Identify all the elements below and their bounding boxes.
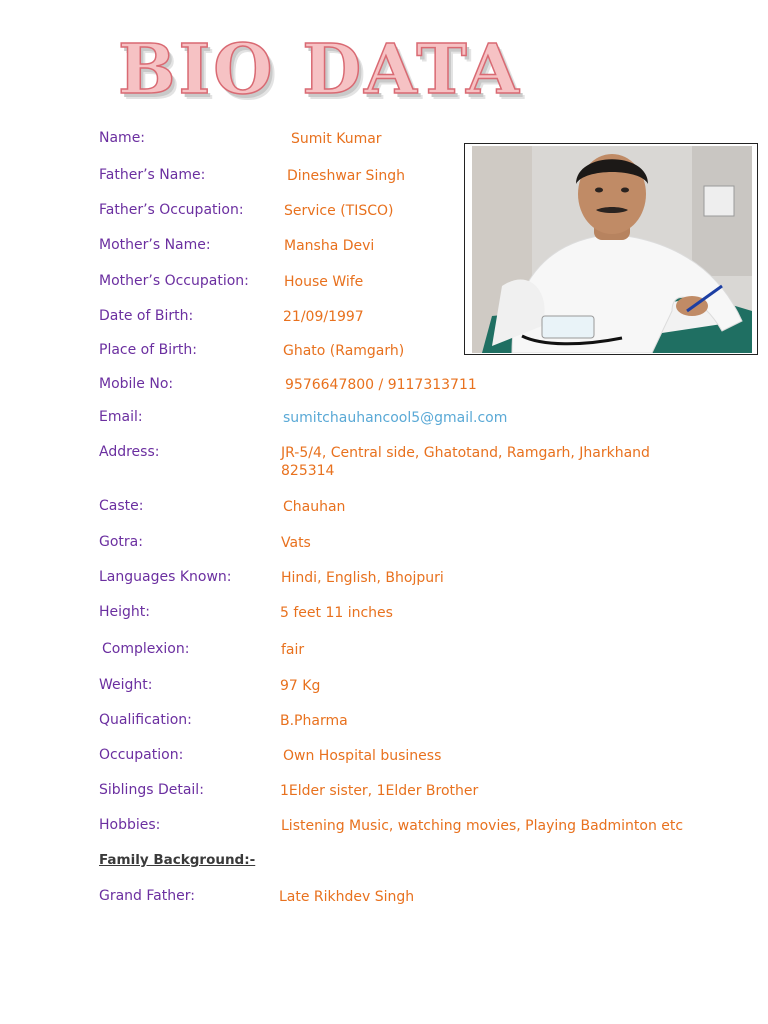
- field-value: Hindi, English, Bhojpuri: [281, 570, 444, 586]
- field-value: Own Hospital business: [283, 748, 442, 764]
- field-label: Complexion:: [102, 641, 190, 657]
- field-label: Email:: [99, 409, 143, 425]
- field-row-email: [0, 409, 768, 429]
- field-value: House Wife: [284, 274, 364, 290]
- field-row-qualification: [0, 712, 768, 732]
- field-label: Height:: [99, 604, 150, 620]
- field-row-occupation: [0, 747, 768, 767]
- field-label: Siblings Detail:: [99, 782, 204, 798]
- profile-photo: [472, 146, 752, 353]
- field-value: 825314: [281, 463, 335, 479]
- field-value: 9576647800 / 9117313711: [285, 377, 477, 393]
- field-label: Place of Birth:: [99, 342, 197, 358]
- family-background-heading: Family Background:-: [99, 852, 256, 868]
- field-row-height: [0, 604, 768, 624]
- field-value: Sumit Kumar: [291, 131, 382, 147]
- field-value: 5 feet 11 inches: [280, 605, 393, 621]
- field-value: Chauhan: [283, 499, 346, 515]
- field-label: Father’s Name:: [99, 167, 206, 183]
- field-value: Listening Music, watching movies, Playing Badminton etc: [281, 818, 684, 834]
- email-link[interactable]: sumitchauhancool5@gmail.com: [283, 410, 508, 426]
- field-label: Weight:: [99, 677, 153, 693]
- field-row-caste: [0, 498, 768, 518]
- field-row-mobile: [0, 376, 768, 396]
- field-row-gotra: [0, 534, 768, 554]
- field-row-complexion: [0, 641, 768, 661]
- profile-photo-image: [472, 146, 752, 353]
- field-label: Occupation:: [99, 747, 184, 763]
- field-label: Date of Birth:: [99, 308, 194, 324]
- field-row-hobbies: [0, 817, 768, 837]
- field-value: Vats: [281, 535, 311, 551]
- field-value: B.Pharma: [280, 713, 348, 729]
- field-label: Caste:: [99, 498, 144, 514]
- field-label: Hobbies:: [99, 817, 161, 833]
- field-label: Gotra:: [99, 534, 143, 550]
- field-row-siblings: [0, 782, 768, 802]
- profile-photo-frame: [464, 143, 758, 355]
- field-label: Languages Known:: [99, 569, 232, 585]
- field-label: Father’s Occupation:: [99, 202, 244, 218]
- field-value: Late Rikhdev Singh: [279, 889, 415, 905]
- field-row-weight: [0, 677, 768, 697]
- field-label: Address:: [99, 444, 160, 460]
- field-value: JR-5/4, Central side, Ghatotand, Ramgarh, Jharkhand: [281, 445, 650, 461]
- field-label: Mother’s Name:: [99, 237, 211, 253]
- field-value: 1Elder sister, 1Elder Brother: [280, 783, 479, 799]
- field-value: 97 Kg: [280, 678, 321, 694]
- field-label: Grand Father:: [99, 888, 195, 904]
- field-label: Mother’s Occupation:: [99, 273, 249, 289]
- page-title: BIO DATA: [118, 30, 522, 110]
- field-value: Mansha Devi: [284, 238, 375, 254]
- field-value: Service (TISCO): [284, 203, 394, 219]
- field-value: Ghato (Ramgarh): [283, 343, 405, 359]
- field-value: 21/09/1997: [283, 309, 364, 325]
- field-label: Mobile No:: [99, 376, 174, 392]
- field-label: Name:: [99, 130, 146, 146]
- field-row-languages: [0, 569, 768, 589]
- field-value: Dineshwar Singh: [287, 168, 405, 184]
- field-label: Qualification:: [99, 712, 192, 728]
- field-row-address: [0, 444, 768, 484]
- field-row-grand-father: [0, 888, 768, 908]
- field-value: fair: [281, 642, 305, 658]
